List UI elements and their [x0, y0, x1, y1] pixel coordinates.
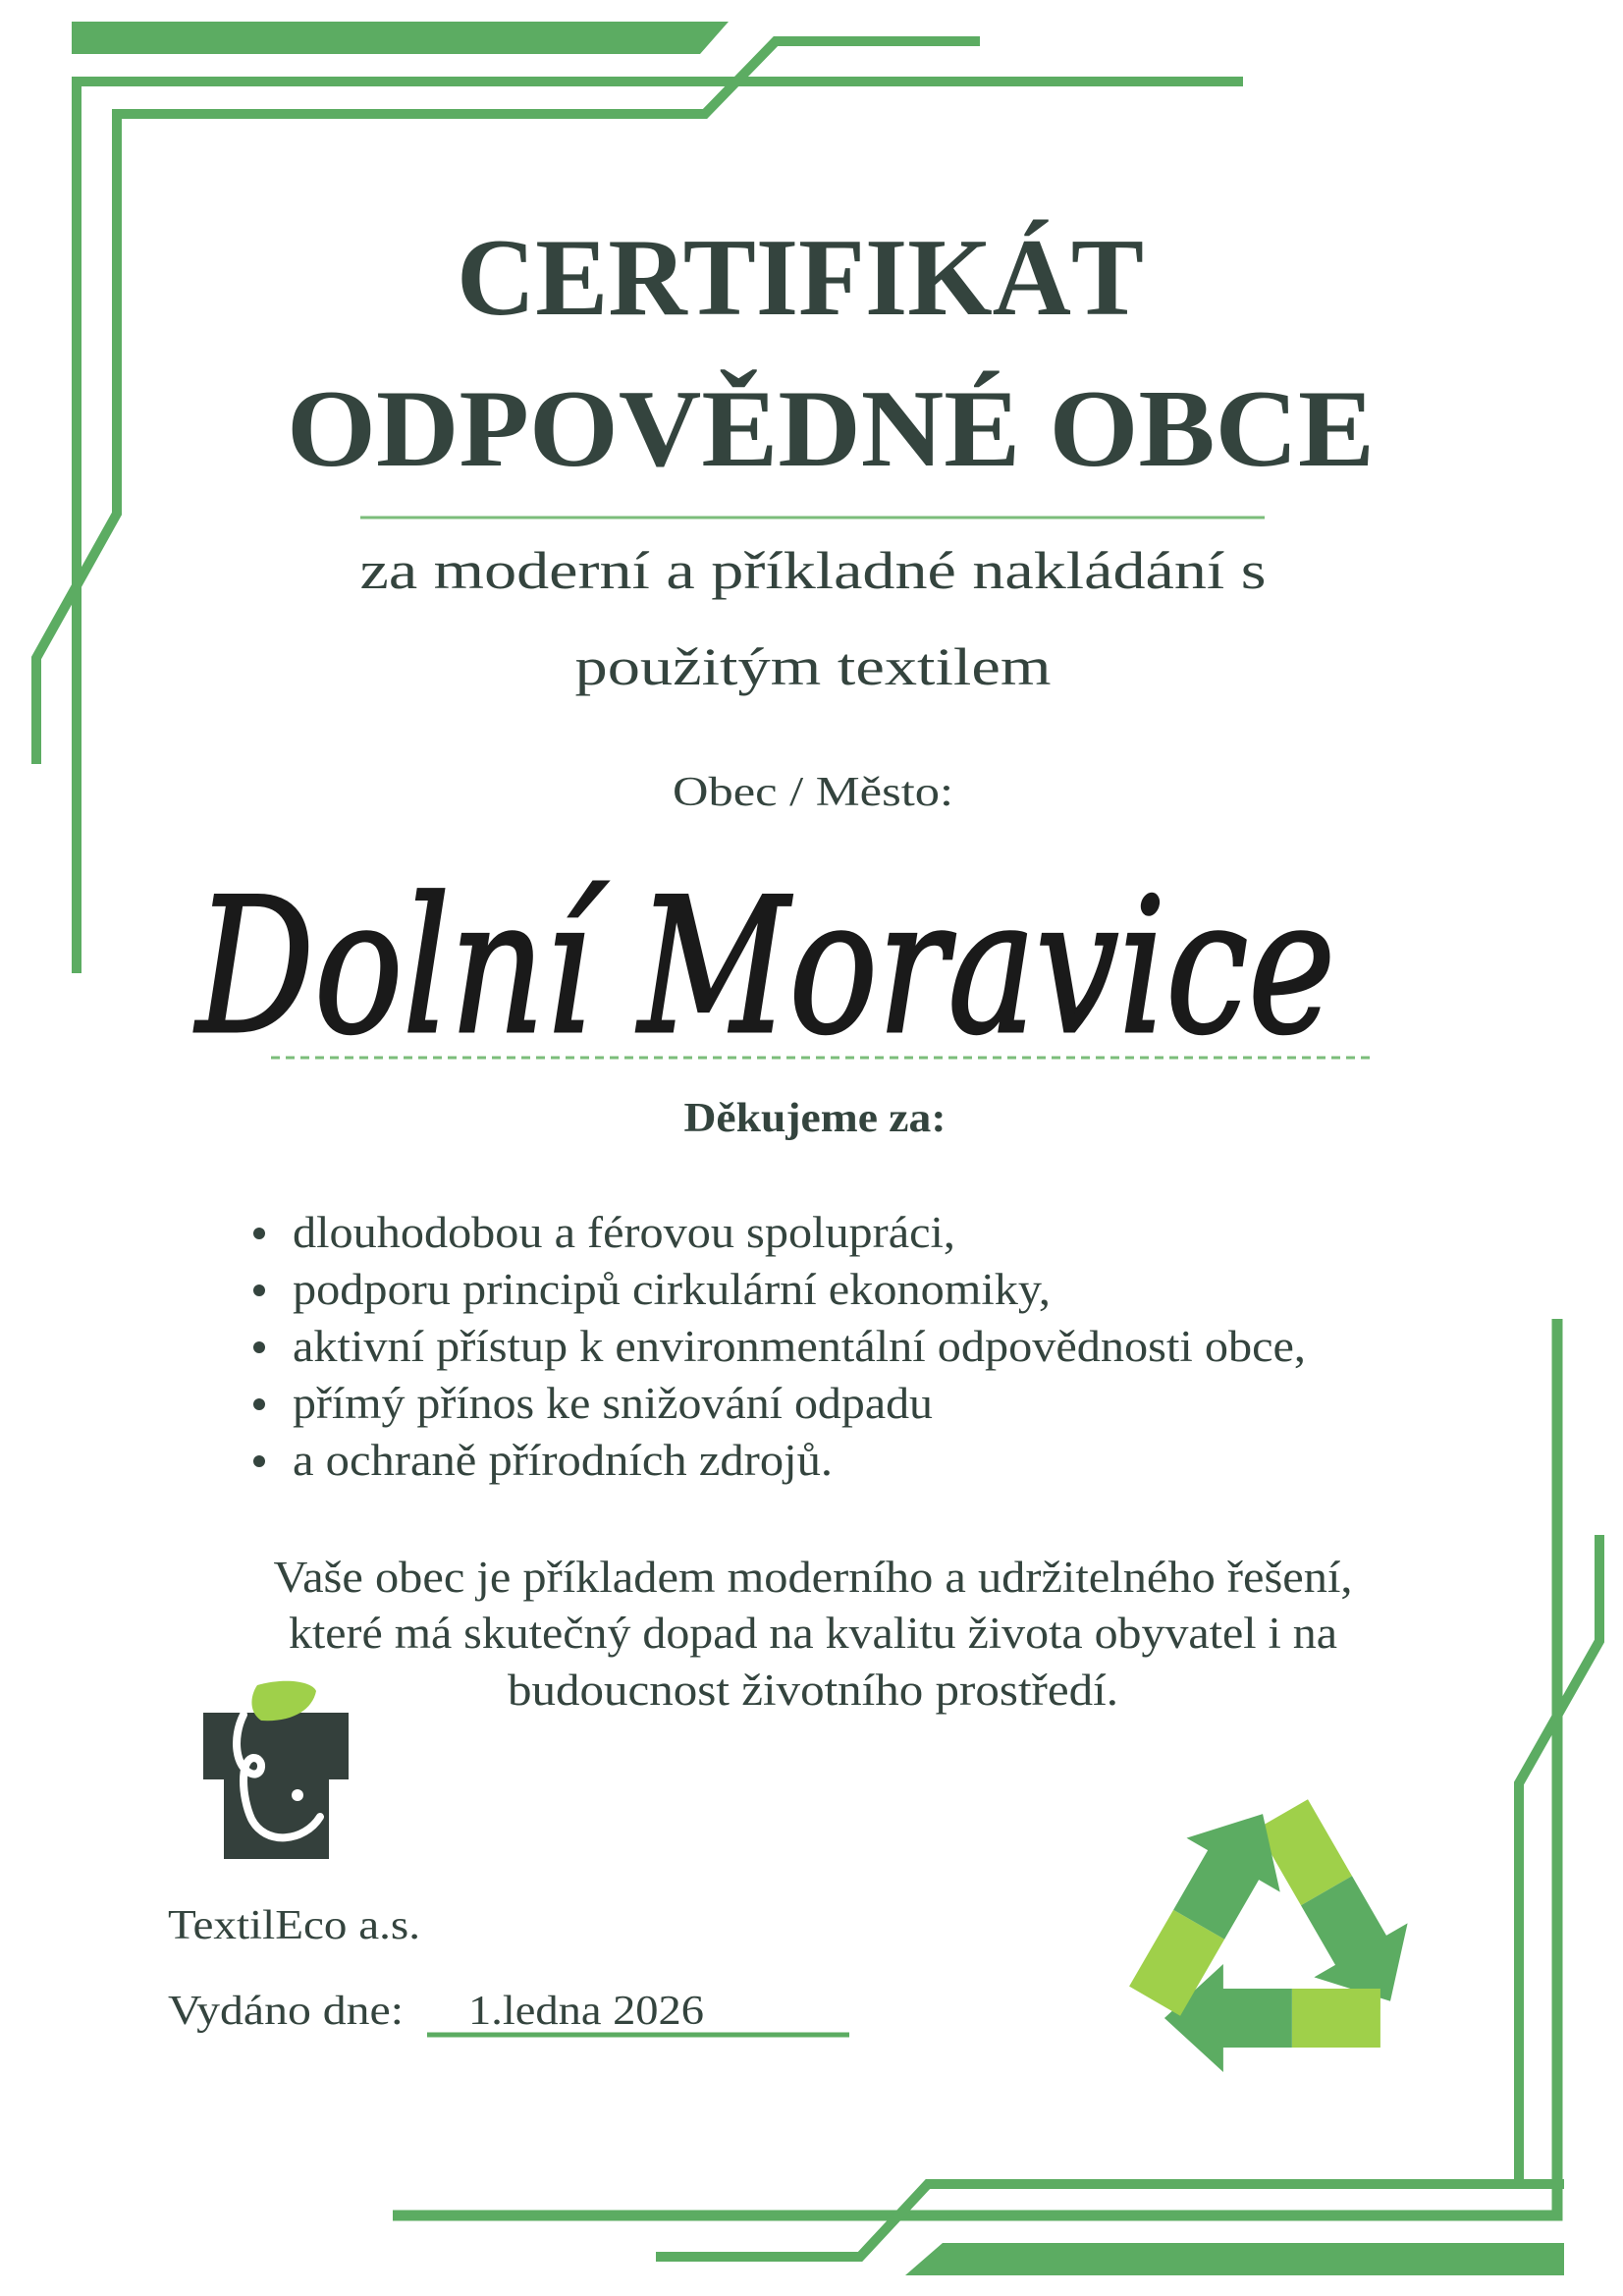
list-item: a ochraně přírodních zdrojů.	[293, 1436, 833, 1485]
closing-line: budoucnost životního prostředí.	[508, 1666, 1118, 1715]
issued-label: Vydáno dne:	[168, 1989, 404, 2034]
bullet-icon	[253, 1455, 265, 1467]
thanks-list	[253, 1208, 1306, 1485]
dot-icon	[292, 1789, 303, 1801]
title-line-2: ODPOVĚDNÉ OBCE	[287, 368, 1375, 490]
thanks-heading: Děkujeme za:	[683, 1096, 947, 1141]
textileco-logo	[203, 1681, 349, 1859]
title-line-1: CERTIFIKÁT	[457, 217, 1144, 339]
list-item: dlouhodobou a férovou spolupráci,	[293, 1208, 955, 1257]
subtitle-line-1: za moderní a příkladné nakládání s	[359, 541, 1267, 600]
recycle-arrow	[1257, 1799, 1408, 2001]
recycle-icon	[1079, 1799, 1407, 2134]
decor-bar	[72, 22, 729, 54]
subtitle-line-2: použitým textilem	[574, 637, 1052, 696]
closing-line: které má skutečný dopad na kvalitu života obyvatel i na	[289, 1609, 1338, 1658]
municipality-label: Obec / Město:	[673, 770, 953, 815]
closing-paragraph	[274, 1553, 1353, 1715]
municipality-name-handwritten: Dolní Moravice	[193, 858, 1336, 1075]
issued-date: 1.ledna 2026	[468, 1989, 704, 2034]
list-item: podporu principů cirkulární ekonomiky,	[293, 1265, 1051, 1314]
bullet-icon	[253, 1228, 265, 1239]
issuer-name: TextilEco a.s.	[168, 1903, 420, 1948]
closing-line: Vaše obec je příkladem moderního a udržitelného řešení,	[273, 1553, 1353, 1602]
bullet-icon	[253, 1341, 265, 1353]
list-item: přímý přínos ke snižování odpadu	[293, 1379, 933, 1428]
decor-bar	[905, 2243, 1564, 2275]
corner-decoration-top-left	[36, 22, 1243, 973]
list-item: aktivní přístup k environmentální odpovědnosti obce,	[293, 1322, 1306, 1371]
bullet-icon	[253, 1285, 265, 1296]
decor-line	[77, 82, 1243, 973]
bullet-icon	[253, 1398, 265, 1410]
